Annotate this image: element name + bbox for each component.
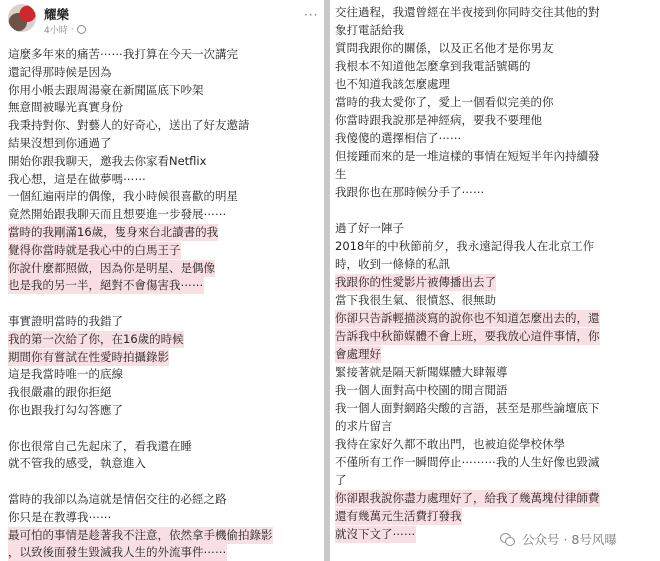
text-line: 還有幾萬元生活費打發我 [335, 509, 462, 523]
text-line: 最可怕的事情是趁著我不注意，依然拿手機偷拍錄影 [8, 527, 273, 542]
text-line: 當時的我剛滿16歲，隻身來台北讀書的我 [8, 225, 219, 239]
post-time[interactable]: 4小時 [44, 26, 68, 36]
text-line: 過了好一陣子 [335, 221, 404, 235]
avatar[interactable] [8, 4, 36, 32]
text-line: 結果沒想到你通過了 [8, 136, 112, 150]
wechat-icon [500, 531, 516, 547]
text-line: 我待在家好久都不敢出門，也被迫從學校休學 [335, 437, 565, 451]
text-line: 但接踵而來的是一堆這樣的事情在短短半年內持續發 [335, 149, 600, 163]
text-line: 你卻跟我說你盡力處理好了，給我了幾萬塊付律師費 [335, 491, 600, 505]
text-line: 會處理好 [335, 347, 381, 361]
text-line: 這麼多年來的痛苦⋯⋯我打算在今天一次講完 [8, 47, 238, 61]
text-line: 事實證明當時的我錯了 [8, 314, 123, 328]
text-line: 覺得你當時就是我心中的白馬王子 [8, 242, 181, 257]
text-line: 一個紅遍兩岸的偶像，我小時候很喜歡的明星 [8, 189, 238, 204]
text-line: 就沒下文了⋯⋯ [335, 527, 416, 541]
text-line: 也不知道我該怎麼處理 [335, 77, 450, 91]
text-line: 不僅所有工作一瞬間停止⋯⋯⋯我的人生好像也毀滅 [335, 455, 600, 469]
text-line: 你也跟我打勾勾答應了 [8, 403, 123, 417]
text-line: 還記得那時候是因為 [8, 64, 112, 79]
globe-icon [77, 25, 86, 34]
text-line: 當下我很生氣、很憤怒、很無助 [335, 293, 496, 307]
post-header [8, 4, 319, 38]
watermark [500, 529, 617, 549]
text-line: 你當時跟我說那是神經病，要我不要理他 [335, 113, 542, 127]
text-line: 你用小帳去跟周湯豪在新聞區底下吵架 [8, 82, 204, 97]
text-line: 這是我當時唯一的底線 [8, 367, 123, 382]
text-line: 交往過程，我還曾經在半夜接到你同時交往其他的對 [335, 5, 600, 19]
text-line: 你只是在教導我⋯⋯ [8, 509, 112, 524]
text-line: 象打電話給我 [335, 23, 404, 37]
text-line: 時，收到一條條的私訊 [335, 257, 450, 271]
text-line: ，以致後面發生毀滅我人生的外流事件⋯⋯ [8, 545, 227, 560]
text-line: 無意間被曝光真實身份 [8, 100, 123, 115]
text-line: 你也很常自己先起床了，看我還在睡 [8, 438, 192, 453]
text-line: 的求片留言 [335, 419, 393, 433]
post-left-panel [0, 0, 324, 561]
text-line: 也是我的另一半，絕對不會傷害我⋯⋯ [8, 278, 204, 293]
text-line: 了 [335, 473, 347, 487]
more-options-icon[interactable]: ··· [304, 8, 319, 22]
text-line: 我秉持對你、對藝人的好奇心，送出了好友邀請 [8, 118, 250, 133]
text-line: 我一個人面對高中校園的閒言閒語 [335, 383, 508, 397]
text-line: 我心想，這是在做夢嗎⋯⋯ [8, 171, 146, 186]
author-name[interactable]: 耀樂 [44, 7, 70, 22]
text-line: 告訴我中秋節媒體不會上班，要我放心這件事情，你 [335, 329, 600, 343]
text-line: 當時的我太愛你了，愛上一個看似完美的你 [335, 95, 554, 109]
text-line: 質問我跟你的關係，以及正名他才是你男友 [335, 41, 554, 55]
text-line: 2018年的中秋節前夕，我永遠記得我人在北京工作 [335, 239, 595, 253]
text-line: 我一個人面對網路尖酸的言語，甚至是那些論壇底下 [335, 401, 600, 415]
text-line: 竟然開始跟我聊天而且想要進一步發展⋯⋯ [8, 207, 227, 222]
text-line: 就不管我的感受，執意進入 [8, 456, 146, 471]
text-line: 開始你跟我聊天，邀我去你家看Netflix [8, 153, 207, 168]
post-right-panel [330, 0, 660, 561]
text-line: 生 [335, 167, 347, 181]
text-line: 我跟你的性愛影片被傳播出去了 [335, 275, 496, 289]
text-line: 我跟你也在那時候分手了⋯⋯ [335, 185, 485, 199]
text-line: 我的第一次給了你，在16歲的時候 [8, 331, 184, 346]
text-line: 期間你有嘗試在性愛時拍攝錄影 [8, 349, 169, 364]
text-line: 你卻只告訴輕描淡寫的說你也不知道怎麼出去的，還 [335, 311, 600, 325]
watermark-label: 公众号 · 8号风曝 [522, 532, 617, 547]
text-line: 我傻傻的選擇相信了⋯⋯ [335, 131, 462, 145]
text-line: 你說什麼都照做，因為你是明星、是偶像 [8, 260, 215, 275]
text-line: 我根本不知道他怎麼拿到我電話號碼的 [335, 59, 531, 73]
text-line: 我很嚴肅的跟你拒絕 [8, 385, 112, 400]
post-meta: 4小時 · [44, 23, 86, 36]
text-line: 緊接著就是隔天新聞媒體大肆報導 [335, 365, 508, 379]
text-line: 當時的我卻以為這就是情侶交往的必經之路 [8, 492, 227, 506]
